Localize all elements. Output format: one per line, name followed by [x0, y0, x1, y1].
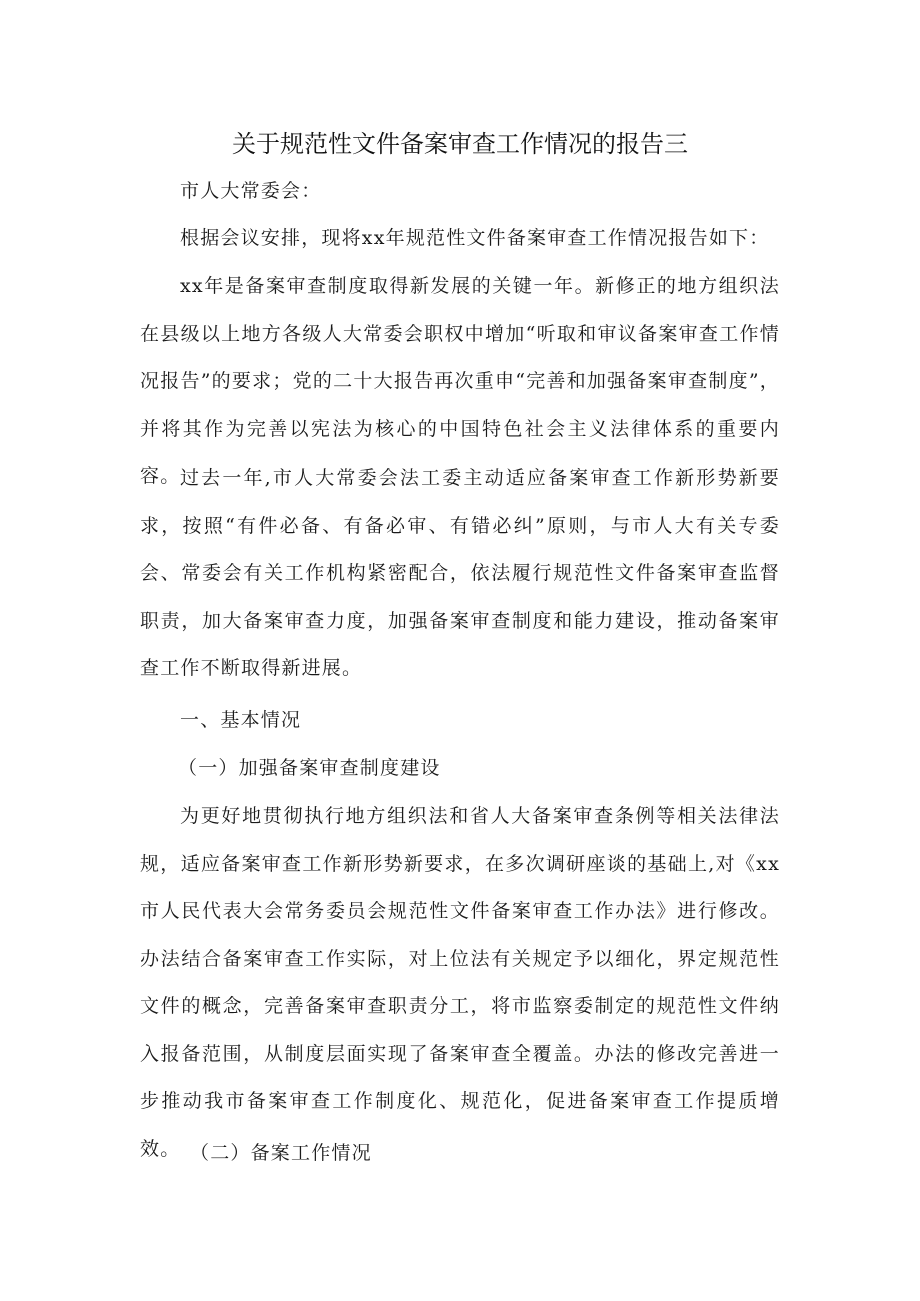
subsection-heading-1: （一）加强备案审查制度建设	[178, 757, 441, 779]
body-paragraph-1: xx年是备案审查制度取得新发展的关键一年。新修正的地方组织法在县级以上地方各级人大常委会职权中增加“听取和审议备案审查工作情况报告”的要求；党的二十大报告再次重申“完善和加强备案审查制度”，并将其作为完善以宪法为核心的中国特色社会主义法律体系的重要内容。	[140, 275, 780, 487]
section-heading-basic-situation: 一、基本情况	[180, 709, 302, 731]
salutation: 市人大常委会：	[180, 180, 322, 202]
body-paragraph-3: 为更好地贯彻执行地方组织法和省人大备案审查条例等相关法律法规，适应备案审查工作新形势新要求，在多次调研座谈的基础上,对《xx市人民代表大会常务委员会规范性文件备案审查工作办法》进行修改。办法结合备案审查工作实际，对上位法有关规定予以细化，界定规范性文件的概念，完善备案审查职责分工，将市监察委制定的规范性文件纳入报备范围，从制度层面实现了备案审查全覆盖。办法的修改完善进一步推动我市备案审查工作制度化、规范化，促进备案审查工作提质增效。	[140, 805, 780, 1160]
document-title: 关于规范性文件备案审查工作情况的报告三	[232, 130, 688, 158]
body-paragraph-2: 过去一年,市人大常委会法工委主动适应备案审查工作新形势新要求，按照“有件必备、有备必审、有错必纠”原则，与市人大有关专委会、常委会有关工作机构紧密配合，依法履行规范性文件备案审查监督职责，加大备案审查力度，加强备案审查制度和能力建设，推动备案审查工作不断取得新进展。	[140, 467, 780, 679]
subsection-heading-2: （二）备案工作情况	[190, 1142, 372, 1164]
intro-paragraph: 根据会议安排，现将xx年规范性文件备案审查工作情况报告如下：	[180, 227, 770, 249]
